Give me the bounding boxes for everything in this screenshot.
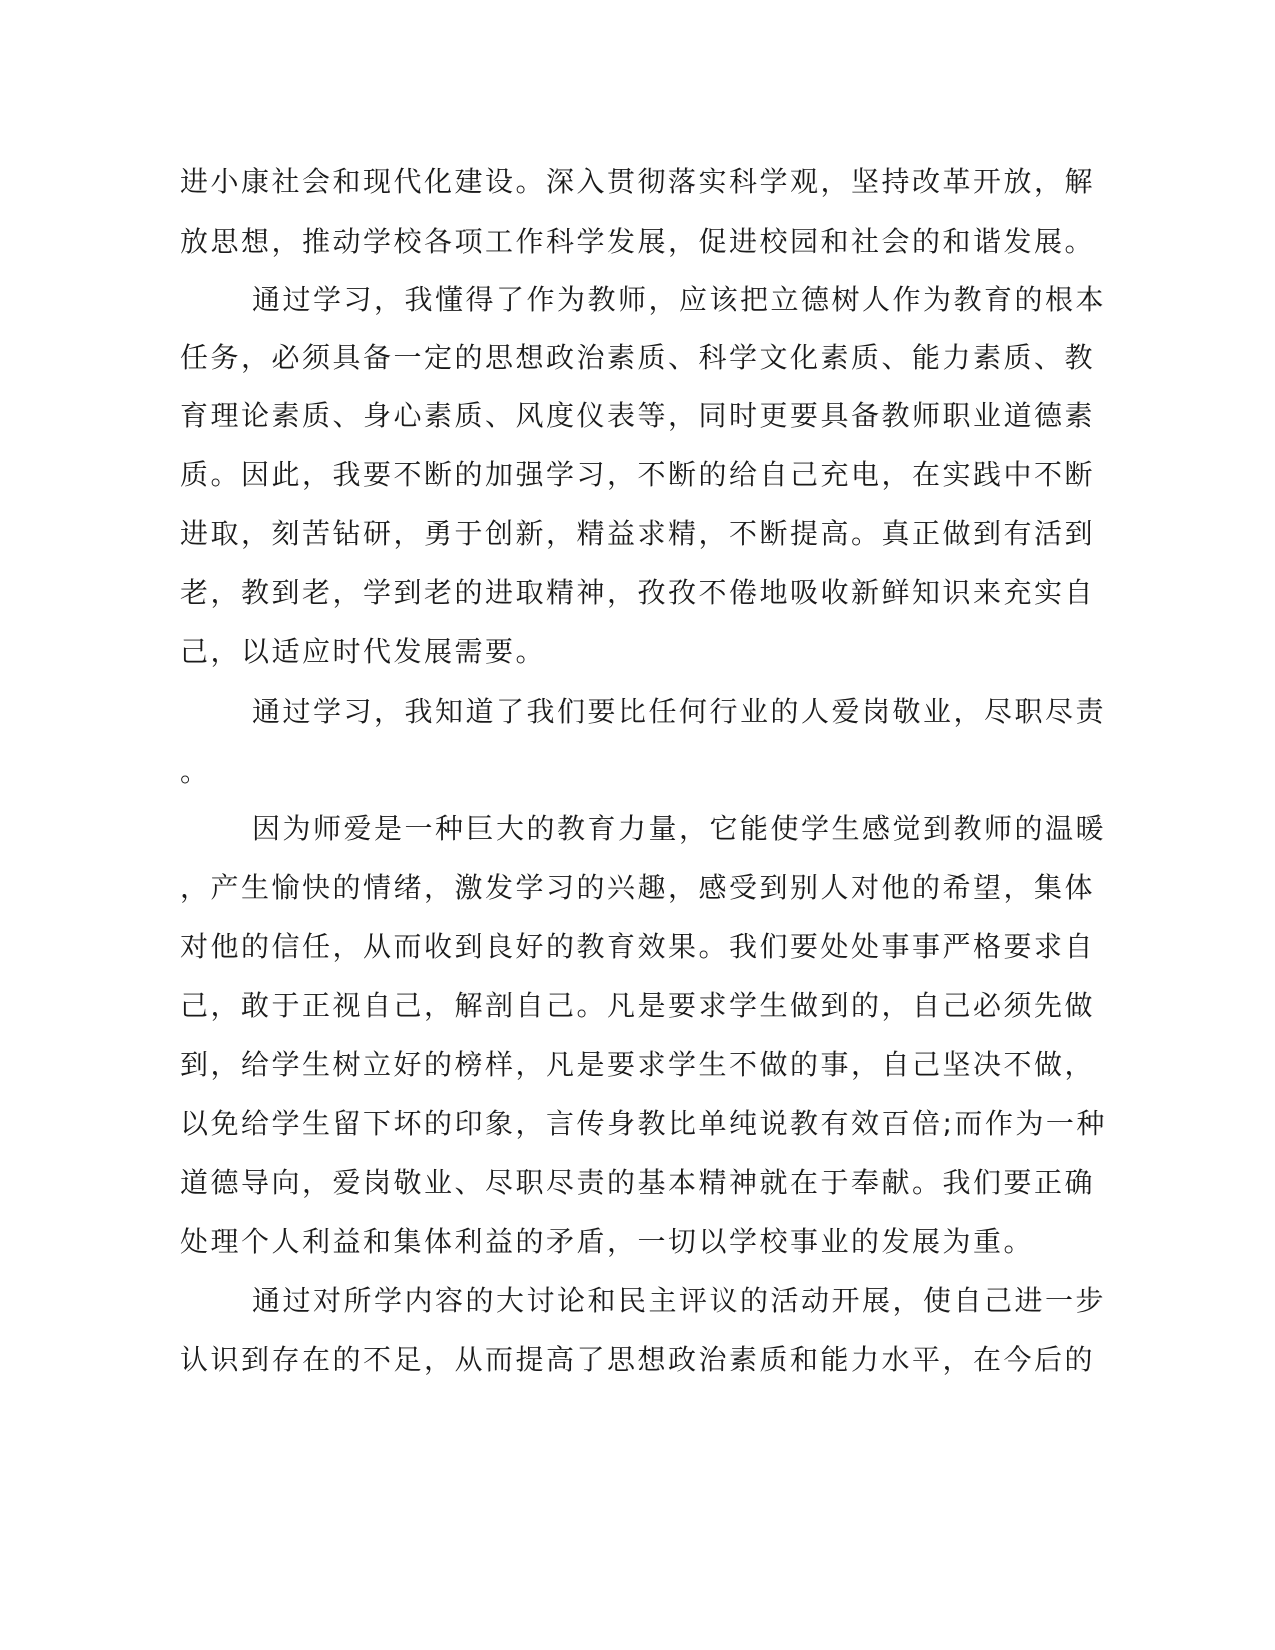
text-line: 对他的信任，从而收到良好的教育效果。我们要处处事事严格要求自 xyxy=(180,930,1096,963)
text-line: 老，教到老，学到老的进取精神，孜孜不倦地吸收新鲜知识来充实自 xyxy=(180,576,1096,609)
paragraph-first-line: 因为师爱是一种巨大的教育力量，它能使学生感觉到教师的温暖 xyxy=(252,812,1107,845)
text-line: 进取，刻苦钻研，勇于创新，精益求精，不断提高。真正做到有活到 xyxy=(180,517,1096,550)
text-line: 育理论素质、身心素质、风度仪表等，同时更要具备教师职业道德素 xyxy=(180,399,1096,432)
text-line: 道德导向，爱岗敬业、尽职尽责的基本精神就在于奉献。我们要正确 xyxy=(180,1166,1096,1199)
text-line: 进小康社会和现代化建设。深入贯彻落实科学观，坚持改革开放，解 xyxy=(180,165,1096,198)
paragraph-first-line: 通过对所学内容的大讨论和民主评议的活动开展，使自己进一步 xyxy=(252,1284,1107,1317)
text-line: 质。因此，我要不断的加强学习，不断的给自己充电，在实践中不断 xyxy=(180,458,1096,491)
text-line: 到，给学生树立好的榜样，凡是要求学生不做的事，自己坚决不做， xyxy=(180,1048,1096,1081)
text-line: 。 xyxy=(180,755,211,788)
text-line: 己，敢于正视自己，解剖自己。凡是要求学生做到的，自己必须先做 xyxy=(180,989,1096,1022)
text-line: 认识到存在的不足，从而提高了思想政治素质和能力水平，在今后的 xyxy=(180,1343,1096,1376)
paragraph-first-line: 通过学习，我懂得了作为教师，应该把立德树人作为教育的根本 xyxy=(252,283,1107,316)
text-line: ，产生愉快的情绪，激发学习的兴趣，感受到别人对他的希望，集体 xyxy=(180,871,1096,904)
text-line: 以免给学生留下坏的印象，言传身教比单纯说教有效百倍;而作为一种 xyxy=(180,1107,1107,1140)
paragraph-first-line: 通过学习，我知道了我们要比任何行业的人爱岗敬业，尽职尽责 xyxy=(252,695,1107,728)
text-line: 任务，必须具备一定的思想政治素质、科学文化素质、能力素质、教 xyxy=(180,341,1096,374)
text-line: 己，以适应时代发展需要。 xyxy=(180,635,547,668)
text-line: 放思想，推动学校各项工作科学发展，促进校园和社会的和谐发展。 xyxy=(180,225,1096,258)
text-line: 处理个人利益和集体利益的矛盾，一切以学校事业的发展为重。 xyxy=(180,1225,1035,1258)
